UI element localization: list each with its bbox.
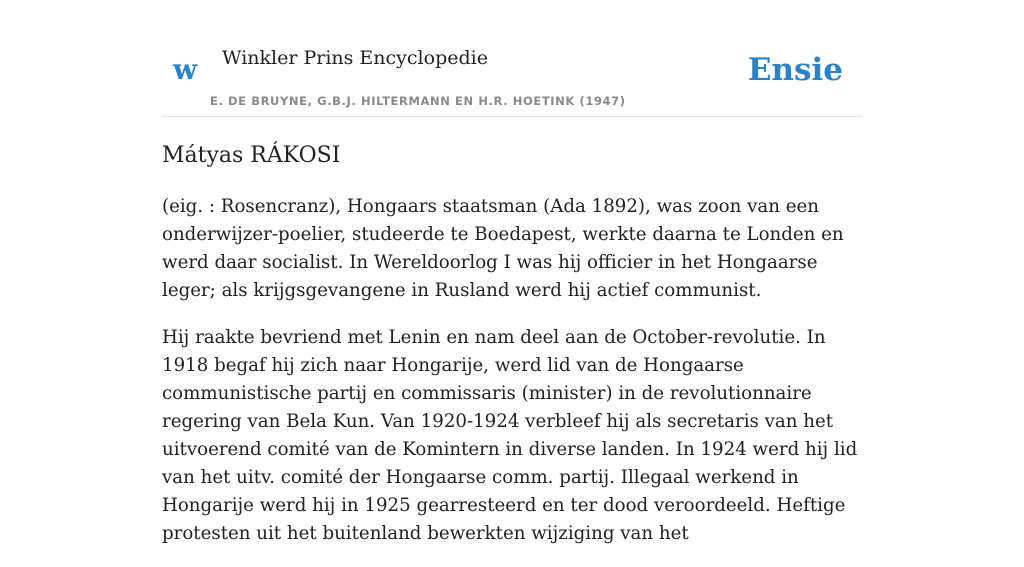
- source-logo[interactable]: w: [173, 53, 198, 86]
- source-authors: E. DE BRUYNE, G.B.J. HILTERMANN EN H.R. HOETINK (1947): [210, 94, 626, 108]
- source-title[interactable]: Winkler Prins Encyclopedie: [222, 47, 488, 69]
- article-paragraph: (eig. : Rosencranz), Hongaars staatsman (Ada 1892), was zoon van een onderwijzer-poelier, studeerde te Boedapest, werkte daarna te Londen en werd daar socialist. In Wereldoorlog I was hij officier in het Hongaarse leger; als krijgsgevangene in Rusland werd hij actief communist.: [162, 196, 844, 301]
- source-header: [162, 0, 862, 117]
- article-body: [162, 193, 862, 548]
- brand-logo[interactable]: Ensie: [747, 52, 843, 88]
- article-paragraph: Hij raakte bevriend met Lenin en nam deel aan de October-revolutie. In 1918 begaf hij zich naar Hongarije, werd lid van de Hongaarse communistische partij en commissaris (minister) in de revolutionnaire regering van Bela Kun. Van 1920-1924 verbleef hij als secretaris van het uitvoerend comité van de Komintern in diverse landen. In 1924 werd hij lid van het uitv. comité der Hongaarse comm. partij. Illegaal werkend in Hongarije werd hij in 1925 gearresteerd en ter dood veroordeeld. Heftige protesten uit het buitenland bewerkten wijziging van het: [162, 327, 858, 544]
- page-container: [162, 0, 862, 567]
- article-title: Mátyas RÁKOSI: [162, 143, 341, 168]
